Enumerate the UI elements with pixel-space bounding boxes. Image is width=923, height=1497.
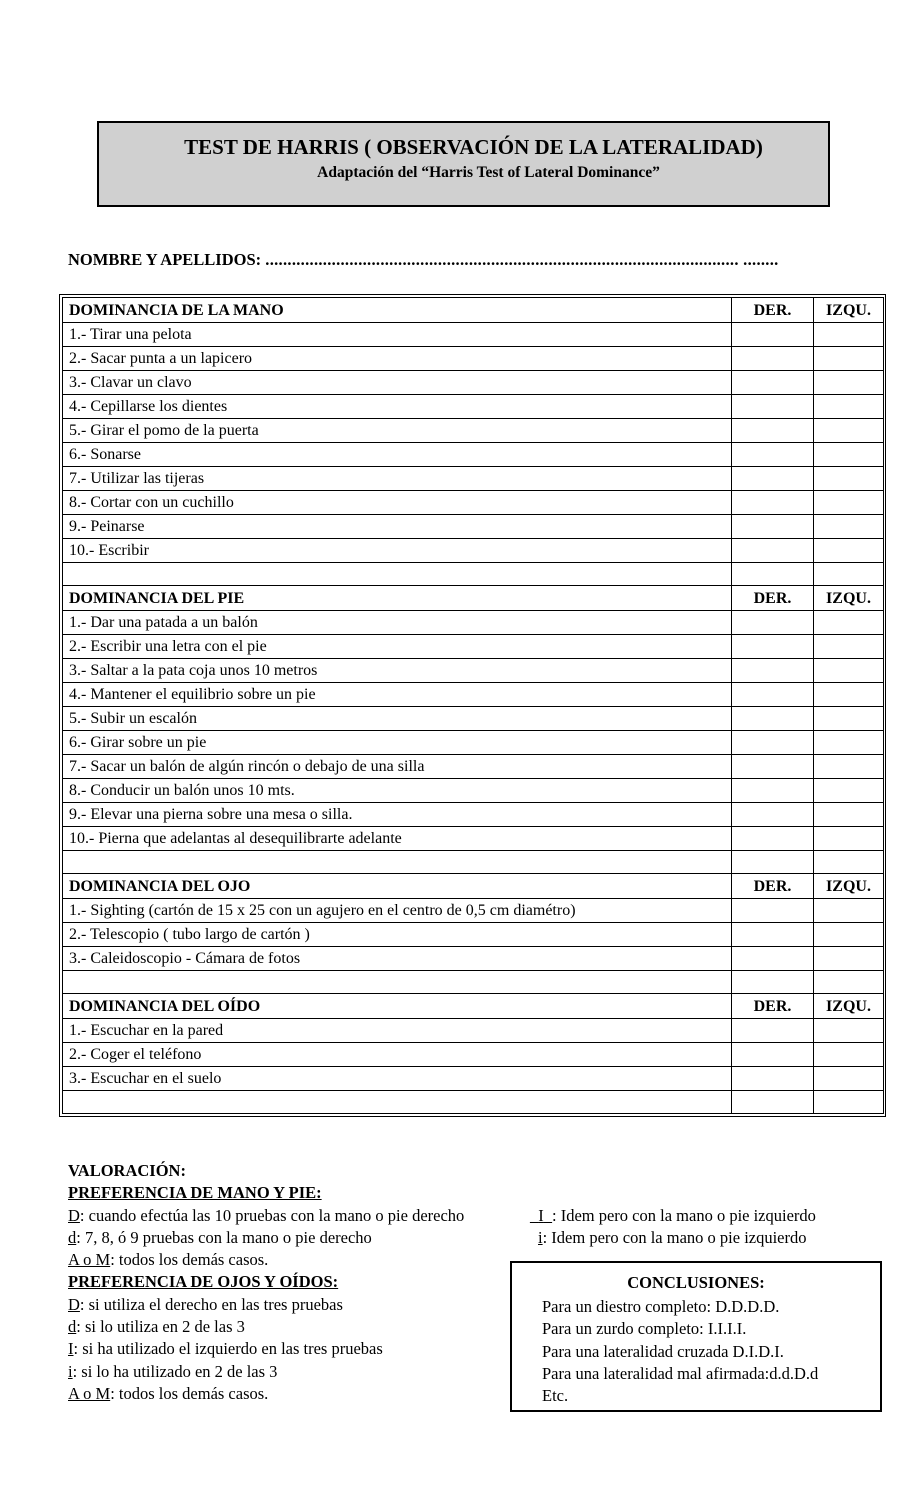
der-cell[interactable] bbox=[732, 443, 814, 467]
test-item: 3.- Saltar a la pata coja unos 10 metros bbox=[63, 659, 732, 683]
col-der: DER. bbox=[732, 994, 814, 1019]
der-cell[interactable] bbox=[732, 659, 814, 683]
table-row bbox=[63, 491, 884, 515]
table-row bbox=[63, 323, 884, 347]
test-item: 7.- Utilizar las tijeras bbox=[63, 467, 732, 491]
test-item: 8.- Conducir un balón unos 10 mts. bbox=[63, 779, 732, 803]
der-cell[interactable] bbox=[732, 347, 814, 371]
izq-cell[interactable] bbox=[814, 515, 884, 539]
table-row bbox=[63, 923, 884, 947]
test-item: 2.- Sacar punta a un lapicero bbox=[63, 347, 732, 371]
der-cell[interactable] bbox=[732, 923, 814, 947]
izq-cell[interactable] bbox=[814, 899, 884, 923]
izq-cell[interactable] bbox=[814, 947, 884, 971]
izq-cell[interactable] bbox=[814, 611, 884, 635]
izq-cell[interactable] bbox=[814, 347, 884, 371]
valoracion-title: VALORACIÓN: bbox=[68, 1161, 186, 1180]
section-header bbox=[63, 994, 884, 1019]
blank-row bbox=[63, 1091, 884, 1114]
page-subtitle: Adaptación del “Harris Test of Lateral Dominance” bbox=[317, 164, 660, 181]
text-I: : Idem pero con la mano o pie izquierdo bbox=[552, 1205, 816, 1225]
test-item: 3.- Caleidoscopio - Cámara de fotos bbox=[63, 947, 732, 971]
der-cell[interactable] bbox=[732, 419, 814, 443]
table-row bbox=[63, 539, 884, 563]
key-i: i bbox=[538, 1227, 543, 1247]
blank-cell bbox=[63, 851, 732, 874]
conclusion-line: Para una lateralidad mal afirmada:d.d.D.d bbox=[542, 1363, 819, 1383]
test-item: 4.- Cepillarse los dientes bbox=[63, 395, 732, 419]
eyes-ears-text: : si utiliza el derecho en las tres pruebas bbox=[79, 1294, 343, 1314]
eyes-ears-key: A o M bbox=[68, 1383, 111, 1403]
table-row bbox=[63, 395, 884, 419]
eyes-ears-title: PREFERENCIA DE OJOS Y OÍDOS: bbox=[68, 1272, 339, 1292]
izq-cell[interactable] bbox=[814, 1067, 884, 1091]
test-item: 2.- Coger el teléfono bbox=[63, 1043, 732, 1067]
blank-cell bbox=[814, 1091, 884, 1114]
table-row bbox=[63, 659, 884, 683]
table-row bbox=[63, 899, 884, 923]
col-izq: IZQU. bbox=[814, 994, 884, 1019]
dominance-table bbox=[59, 294, 886, 1117]
izq-cell[interactable] bbox=[814, 467, 884, 491]
der-cell[interactable] bbox=[732, 1043, 814, 1067]
conclusion-line: Para un zurdo completo: I.I.I.I. bbox=[542, 1319, 747, 1339]
der-cell[interactable] bbox=[732, 1019, 814, 1043]
blank-cell bbox=[814, 971, 884, 994]
test-item: 10.- Escribir bbox=[63, 539, 732, 563]
text-d: : 7, 8, ó 9 pruebas con la mano o pie derecho bbox=[76, 1227, 372, 1247]
eyes-ears-text: : si ha utilizado el izquierdo en las tres pruebas bbox=[73, 1339, 383, 1359]
blank-row bbox=[63, 563, 884, 586]
izq-cell[interactable] bbox=[814, 707, 884, 731]
der-cell[interactable] bbox=[732, 899, 814, 923]
der-cell[interactable] bbox=[732, 323, 814, 347]
conclusion-line: Etc. bbox=[542, 1386, 569, 1406]
izq-cell[interactable] bbox=[814, 683, 884, 707]
col-izq: IZQU. bbox=[814, 586, 884, 611]
table-row bbox=[63, 635, 884, 659]
col-der: DER. bbox=[732, 298, 814, 323]
blank-cell bbox=[732, 851, 814, 874]
test-item: 2.- Escribir una letra con el pie bbox=[63, 635, 732, 659]
blank-cell bbox=[732, 1091, 814, 1114]
table-row bbox=[63, 947, 884, 971]
izq-cell[interactable] bbox=[814, 755, 884, 779]
section-title: DOMINANCIA DE LA MANO bbox=[63, 298, 732, 323]
text-AM: : todos los demás casos. bbox=[110, 1250, 269, 1270]
izq-cell[interactable] bbox=[814, 803, 884, 827]
text-D: : cuando efectúa las 10 pruebas con la mano o pie derecho bbox=[79, 1205, 465, 1225]
der-cell[interactable] bbox=[732, 467, 814, 491]
table-row bbox=[63, 1067, 884, 1091]
izq-cell[interactable] bbox=[814, 395, 884, 419]
table-row bbox=[63, 827, 884, 851]
der-cell[interactable] bbox=[732, 683, 814, 707]
der-cell[interactable] bbox=[732, 779, 814, 803]
test-item: 6.- Sonarse bbox=[63, 443, 732, 467]
test-item: 4.- Mantener el equilibrio sobre un pie bbox=[63, 683, 732, 707]
hand-foot-row-1 bbox=[68, 1205, 868, 1227]
conclusiones-title: CONCLUSIONES: bbox=[627, 1273, 765, 1292]
izq-cell[interactable] bbox=[814, 635, 884, 659]
key-d: d bbox=[68, 1227, 77, 1247]
table-row bbox=[63, 683, 884, 707]
eyes-ears-key: d bbox=[68, 1317, 77, 1337]
izq-cell[interactable] bbox=[814, 923, 884, 947]
blank-cell bbox=[63, 1091, 732, 1114]
table-row bbox=[63, 803, 884, 827]
der-cell[interactable] bbox=[732, 707, 814, 731]
test-item: 10.- Pierna que adelantas al desequilibrarte adelante bbox=[63, 827, 732, 851]
eyes-ears-text: : todos los demás casos. bbox=[110, 1383, 269, 1403]
test-item: 3.- Clavar un clavo bbox=[63, 371, 732, 395]
der-cell[interactable] bbox=[732, 371, 814, 395]
izq-cell[interactable] bbox=[814, 1019, 884, 1043]
table-row bbox=[63, 515, 884, 539]
test-item: 7.- Sacar un balón de algún rincón o debajo de una silla bbox=[63, 755, 732, 779]
section-title: DOMINANCIA DEL OÍDO bbox=[63, 994, 732, 1019]
blank-row bbox=[63, 971, 884, 994]
der-cell[interactable] bbox=[732, 491, 814, 515]
der-cell[interactable] bbox=[732, 611, 814, 635]
key-D: D bbox=[68, 1205, 80, 1225]
izq-cell[interactable] bbox=[814, 371, 884, 395]
blank-cell bbox=[63, 971, 732, 994]
hand-foot-I bbox=[530, 1205, 816, 1227]
der-cell[interactable] bbox=[732, 539, 814, 563]
table-row bbox=[63, 611, 884, 635]
table-row bbox=[63, 419, 884, 443]
col-izq: IZQU. bbox=[814, 874, 884, 899]
der-cell[interactable] bbox=[732, 947, 814, 971]
izq-cell[interactable] bbox=[814, 323, 884, 347]
der-cell[interactable] bbox=[732, 803, 814, 827]
der-cell[interactable] bbox=[732, 827, 814, 851]
izq-cell[interactable] bbox=[814, 659, 884, 683]
blank-cell bbox=[814, 563, 884, 586]
table-row bbox=[63, 467, 884, 491]
hand-foot-row-2 bbox=[68, 1227, 868, 1249]
section-header bbox=[63, 298, 884, 323]
test-item: 6.- Girar sobre un pie bbox=[63, 731, 732, 755]
name-dots: ........................................................................................................... ........ bbox=[265, 250, 779, 269]
der-cell[interactable] bbox=[732, 731, 814, 755]
blank-cell bbox=[63, 563, 732, 586]
hand-foot-title: PREFERENCIA DE MANO Y PIE: bbox=[68, 1183, 322, 1203]
section-header bbox=[63, 586, 884, 611]
izq-cell[interactable] bbox=[814, 419, 884, 443]
der-cell[interactable] bbox=[732, 1067, 814, 1091]
conclusion-line: Para un diestro completo: D.D.D.D. bbox=[542, 1297, 780, 1316]
col-der: DER. bbox=[732, 874, 814, 899]
test-item: 1.- Tirar una pelota bbox=[63, 323, 732, 347]
eyes-ears-text: : si lo utiliza en 2 de las 3 bbox=[76, 1317, 245, 1337]
key-AM: A o M bbox=[68, 1250, 111, 1270]
hand-foot-i bbox=[538, 1227, 807, 1249]
test-item: 5.- Subir un escalón bbox=[63, 707, 732, 731]
name-label: NOMBRE Y APELLIDOS: bbox=[68, 250, 262, 269]
test-item: 2.- Telescopio ( tubo largo de cartón ) bbox=[63, 923, 732, 947]
izq-cell[interactable] bbox=[814, 539, 884, 563]
name-field[interactable] bbox=[68, 250, 779, 270]
test-item: 9.- Peinarse bbox=[63, 515, 732, 539]
key-I: _I_ bbox=[530, 1205, 552, 1225]
table-row bbox=[63, 443, 884, 467]
izq-cell[interactable] bbox=[814, 1043, 884, 1067]
izq-cell[interactable] bbox=[814, 827, 884, 851]
test-item: 9.- Elevar una pierna sobre una mesa o silla. bbox=[63, 803, 732, 827]
izq-cell[interactable] bbox=[814, 491, 884, 515]
table-row bbox=[63, 707, 884, 731]
table-row bbox=[63, 371, 884, 395]
dominance-table-body bbox=[63, 298, 884, 1114]
table-row bbox=[63, 779, 884, 803]
section-header bbox=[63, 874, 884, 899]
section-title: DOMINANCIA DEL PIE bbox=[63, 586, 732, 611]
table-row bbox=[63, 1043, 884, 1067]
table-row bbox=[63, 731, 884, 755]
table-row bbox=[63, 755, 884, 779]
table-row bbox=[63, 1019, 884, 1043]
section-title: DOMINANCIA DEL OJO bbox=[63, 874, 732, 899]
der-cell[interactable] bbox=[732, 755, 814, 779]
izq-cell[interactable] bbox=[814, 443, 884, 467]
izq-cell[interactable] bbox=[814, 779, 884, 803]
test-item: 8.- Cortar con un cuchillo bbox=[63, 491, 732, 515]
eyes-ears-key: D bbox=[68, 1294, 80, 1314]
izq-cell[interactable] bbox=[814, 731, 884, 755]
test-item: 1.- Dar una patada a un balón bbox=[63, 611, 732, 635]
der-cell[interactable] bbox=[732, 635, 814, 659]
col-der: DER. bbox=[732, 586, 814, 611]
der-cell[interactable] bbox=[732, 515, 814, 539]
eyes-ears-text: : si lo ha utilizado en 2 de las 3 bbox=[72, 1361, 278, 1381]
eyes-ears-key: I bbox=[68, 1339, 74, 1359]
text-i: : Idem pero con la mano o pie izquierdo bbox=[542, 1227, 807, 1247]
col-izq: IZQU. bbox=[814, 298, 884, 323]
test-item: 1.- Escuchar en la pared bbox=[63, 1019, 732, 1043]
blank-row bbox=[63, 851, 884, 874]
blank-cell bbox=[732, 563, 814, 586]
blank-cell bbox=[814, 851, 884, 874]
conclusiones-box bbox=[510, 1261, 882, 1412]
test-item: 1.- Sighting (cartón de 15 x 25 con un agujero en el centro de 0,5 cm diamétro) bbox=[63, 899, 732, 923]
test-item: 5.- Girar el pomo de la puerta bbox=[63, 419, 732, 443]
header-box bbox=[97, 121, 830, 207]
conclusiones-list bbox=[542, 1296, 818, 1407]
conclusion-line: Para una lateralidad cruzada D.I.D.I. bbox=[542, 1341, 784, 1361]
blank-cell bbox=[732, 971, 814, 994]
der-cell[interactable] bbox=[732, 395, 814, 419]
table-row bbox=[63, 347, 884, 371]
eyes-ears-key: i bbox=[68, 1361, 73, 1381]
page-title: TEST DE HARRIS ( OBSERVACIÓN DE LA LATERALIDAD) bbox=[184, 135, 763, 159]
test-item: 3.- Escuchar en el suelo bbox=[63, 1067, 732, 1091]
